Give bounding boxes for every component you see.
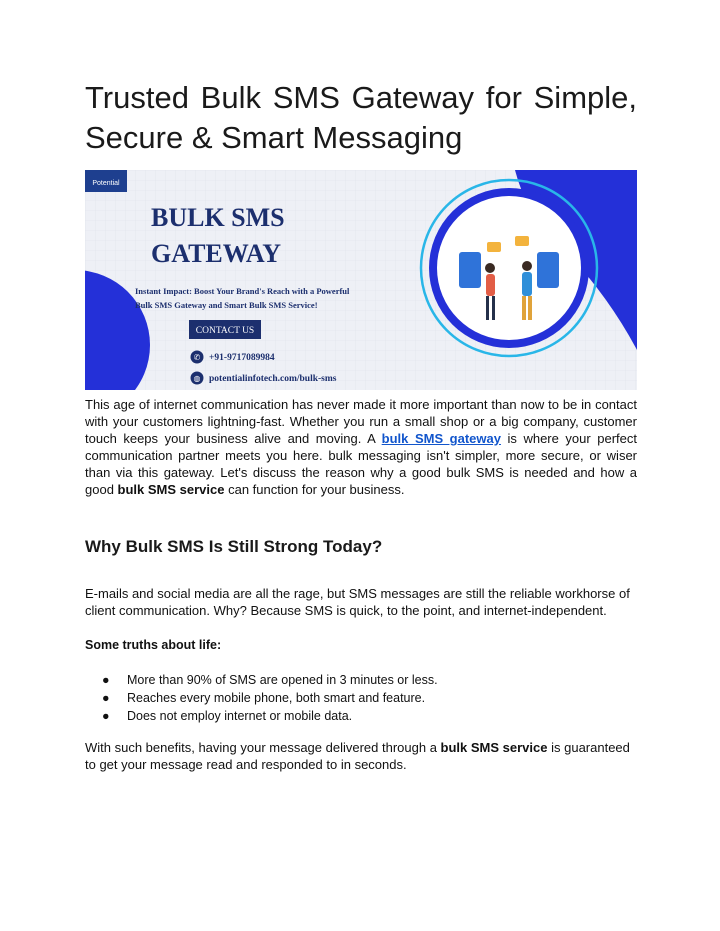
banner-tagline-1: Instant Impact: Boost Your Brand's Reach with a Powerful <box>135 286 350 296</box>
svg-text:◍: ◍ <box>193 374 201 383</box>
banner-tagline-2: Bulk SMS Gateway and Smart Bulk SMS Service! <box>135 300 318 310</box>
banner-heading-1: BULK SMS <box>151 203 285 232</box>
bulk-sms-gateway-link[interactable]: bulk SMS gateway <box>381 431 501 446</box>
bullet-icon: ● <box>102 691 110 705</box>
truths-heading: Some truths about life: <box>85 638 222 652</box>
intro-paragraph: This age of internet communication has never made it more important than now to be in contact with your customers lightning-fast. Whether you run a small shop or a big company, customer touch keeps your business alive and moving. A bulk SMS gateway is where your perfect communication partner meets you here. bulk messaging isn't simpler, more secure, or wiser than via this gateway. Let's discuss the reason why a good bulk SMS is needed and how a good bulk SMS service can function for your business. <box>85 397 637 497</box>
contact-us-label: CONTACT US <box>195 326 255 336</box>
section-heading: Why Bulk SMS Is Still Strong Today? <box>85 537 383 556</box>
list-item: ● More than 90% of SMS are opened in 3 minutes or less. <box>102 673 438 687</box>
logo-text: Potential <box>92 180 120 187</box>
list-item: ● Does not employ internet or mobile data. <box>102 709 353 723</box>
banner-website: potentialinfotech.com/bulk-sms <box>209 374 337 384</box>
bullet-icon: ● <box>102 673 110 687</box>
bold-phrase: bulk SMS service <box>117 482 225 497</box>
list-item: ● Reaches every mobile phone, both smart and feature. <box>102 691 426 705</box>
page-title: Trusted Bulk SMS Gateway for Simple, Secure & Smart Messaging <box>85 80 637 155</box>
svg-text:✆: ✆ <box>193 353 201 362</box>
banner-heading-2: GATEWAY <box>151 239 282 268</box>
paragraph-3: With such benefits, having your message delivered through a bulk SMS service is guaranteed to get your message read and responded to in seconds. <box>85 740 630 772</box>
bullet-list <box>85 671 438 725</box>
paragraph-2: E-mails and social media are all the rage, but SMS messages are still the reliable workhorse of client communication. Why? Because SMS is quick, to the point, and internet-independent. <box>85 586 630 618</box>
bold-phrase: bulk SMS service <box>440 740 548 755</box>
banner-phone: +91-9717089984 <box>209 353 275 363</box>
bullet-icon: ● <box>102 709 110 723</box>
banner-image <box>85 170 637 390</box>
